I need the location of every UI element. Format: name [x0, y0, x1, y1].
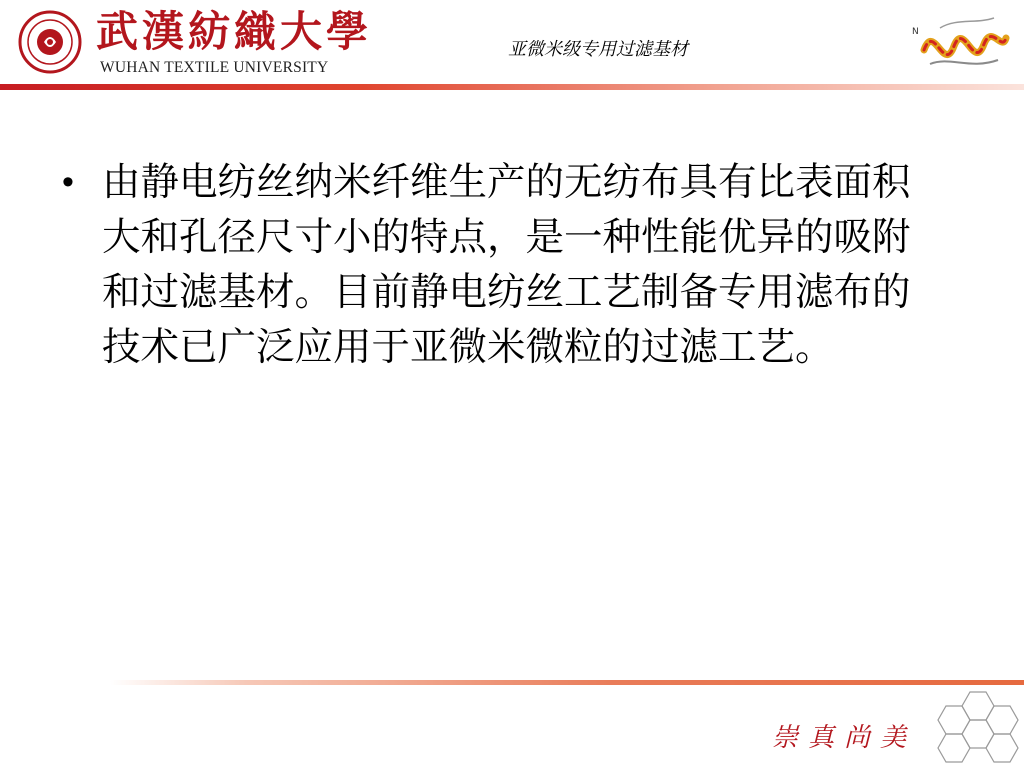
slide-header-title: 亚微米级专用过滤基材	[508, 39, 688, 60]
hexagon-pattern-icon	[930, 688, 1024, 768]
slide-body	[62, 155, 932, 375]
protein-molecule-icon	[910, 12, 1010, 80]
university-name-en: WUHAN TEXTILE UNIVERSITY	[100, 59, 329, 76]
header-divider	[0, 84, 1024, 90]
university-name-cn: 武漢紡織大學	[96, 7, 373, 56]
university-motto: 崇真尚美	[772, 723, 917, 753]
bullet-item	[62, 155, 932, 375]
bullet-text: 由静电纺丝纳米纤维生产的无纺布具有比表面积大和孔径尺寸小的特点，是一种性能优异的吸附和过滤基材。目前静电纺丝工艺制备专用滤布的技术已广泛应用于亚微米微粒的过滤工艺。	[102, 160, 911, 370]
slide-header	[0, 0, 1024, 90]
bullet-marker: •	[62, 163, 74, 201]
footer-divider	[110, 680, 1024, 685]
svg-text:N: N	[912, 27, 919, 37]
university-seal-icon	[18, 10, 82, 74]
